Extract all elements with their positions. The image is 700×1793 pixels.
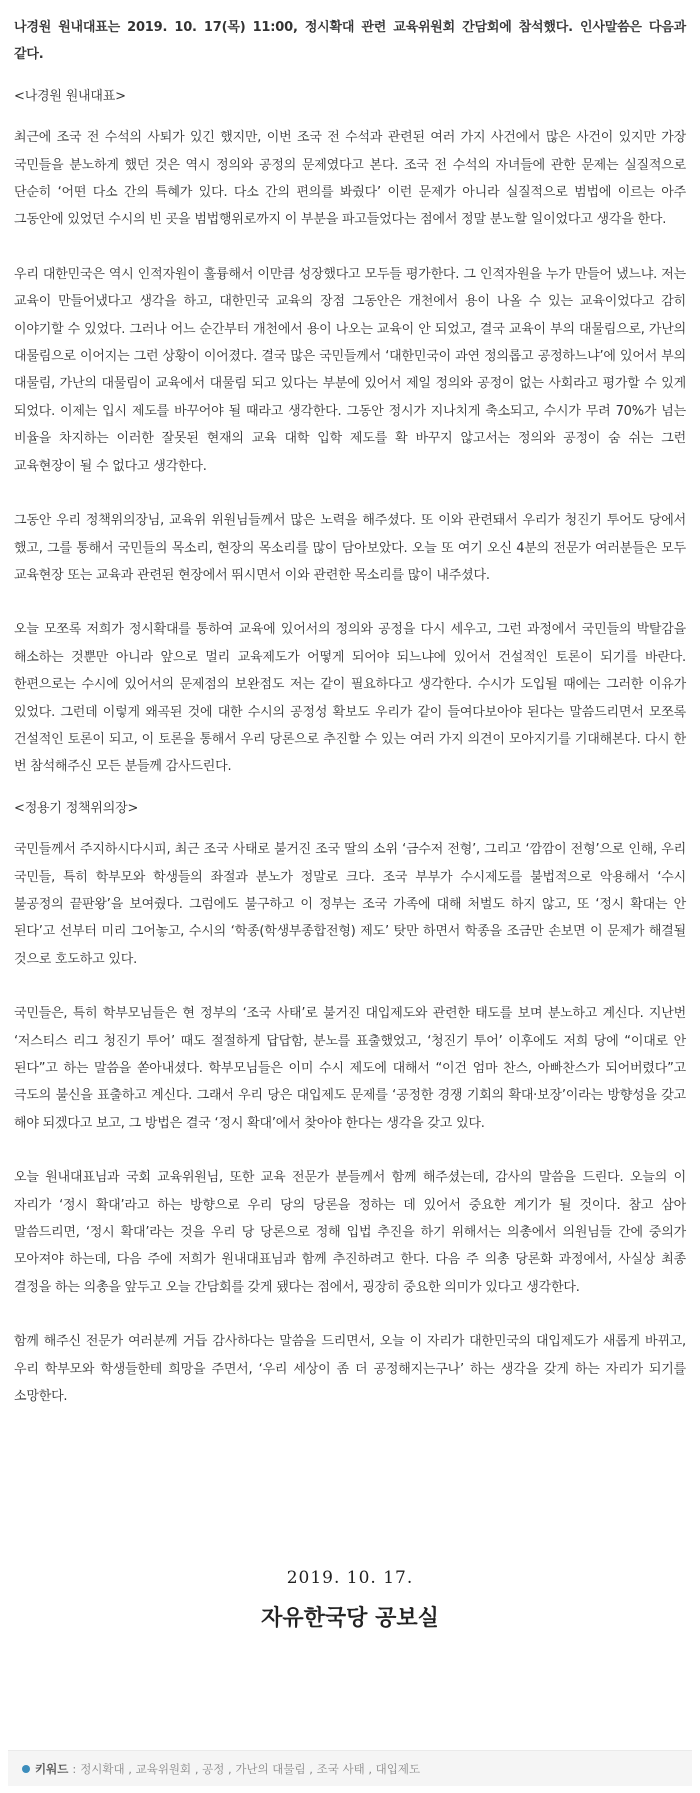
paragraph: 국민들은, 특히 학부모님들은 현 정부의 ‘조국 사태’로 불거진 대입제도와 관련한 태도를 보며 분노하고 계신다. 지난번 ‘저스티스 리그 청진기 투어’ 때도 절절하게 답답함, 분노를 표출했었고, ‘청진기 투어’ 이후에도 저희 당에 “이대로 안 된다”고 하는 말씀을 쏟아내셨다. 학부모님들은 이미 수시 제도에 대해서 “이건 엄마 찬스, 아빠찬스가 되어버렸다”고 극도의 불신을 표출하고 계신다. 그래서 우리 당은 대입제도 문제를 ‘공정한 경쟁 기회의 확대·보장’이라는 방향성을 갖고 해야 되겠다고 보고, 그 방법은 결국 ‘정시 확대’에서 찾아야 한다는 생각을 갖고 있다. <box>14 1006 686 1131</box>
keywords-separator: : <box>72 1761 77 1776</box>
section-heading-policy-chief: <정용기 정책위의장> <box>14 800 139 816</box>
paragraph: 오늘 원내대표님과 국회 교육위원님, 또한 교육 전문가 분들께서 함께 해주셨는데, 감사의 말씀을 드린다. 오늘의 이 자리가 ‘정시 확대’라고 하는 방향으로 우리 당의 당론을 정하는 데 있어서 중요한 계기가 될 것이다. 참고 삼아 말씀드리면, ‘정시 확대’라는 것을 우리 당 당론으로 정해 입법 추진을 하기 위해서는 의총에서 의원님들 간에 중의가 모아져야 하는데, 다음 주에 저희가 원내대표님과 함께 추진하려고 한다. 다음 주 의총 당론화 과정에서, 사실상 최종 결정을 하는 의총을 앞두고 오늘 간담회를 갖게 됐다는 점에서, 굉장히 중요한 의미가 있다고 생각한다. <box>14 1170 686 1295</box>
keywords-label: 키워드 <box>35 1761 69 1776</box>
bullet-dot-icon <box>22 1765 30 1773</box>
article-body <box>14 14 686 1410</box>
keyword-link[interactable]: , 조국 사태 <box>309 1762 364 1776</box>
section-heading-floor-leader: <나경원 원내대표> <box>14 88 126 104</box>
paragraph: 오늘 모쪼록 저희가 정시확대를 통하여 교육에 있어서의 정의와 공정을 다시 세우고, 그런 과정에서 국민들의 박탈감을 해소하는 것뿐만 아니라 앞으로 멀리 교육제도가 어떻게 되어야 되느냐에 있어서 건설적인 토론이 되기를 바란다. 한편으로는 수시에 있어서의 문제점의 보완점도 저는 같이 필요하다고 생각한다. 수시가 도입될 때에는 그러한 이유가 있었다. 그런데 이렇게 왜곡된 것에 대한 수시의 공정성 확보도 우리가 같이 들여다보아야 된다는 말씀드리면서 모쪼록 건설적인 토론이 되고, 이 토론을 통해서 우리 당론으로 추진할 수 있는 여러 가지 의견이 모아지기를 기대해본다. 다시 한 번 참석해주신 모든 분들께 감사드린다. <box>14 622 686 775</box>
keyword-link[interactable]: , 대입제도 <box>368 1762 420 1776</box>
release-date: 2019. 10. 17. <box>286 1568 414 1588</box>
intro-paragraph: 나경원 원내대표는 2019. 10. 17(목) 11:00, 정시확대 관련 교육위원회 간담회에 참석했다. 인사말씀은 다음과 같다. <box>14 20 686 63</box>
keyword-link[interactable]: , 교육위원회 <box>128 1762 191 1776</box>
paragraph: 국민들께서 주지하시다시피, 최근 조국 사태로 불거진 조국 딸의 소위 ‘금수저 전형’, 그리고 ‘깜깜이 전형’으로 인해, 우리 국민들, 특히 학부모와 학생들의 좌절과 분노가 정말로 크다. 조국 부부가 수시제도를 불법적으로 악용해서 ‘수시 불공정의 끝판왕’을 보여줬다. 그럼에도 불구하고 이 정부는 조국 가족에 대해 처벌도 하지 않고, 또 ‘정시 확대는 안 된다’고 선부터 미리 그어놓고, 수시의 ‘학종(학생부종합전형) 제도’ 탓만 하면서 학종을 조금만 손보면 이 문제가 해결될 것으로 호도하고 있다. <box>14 842 686 967</box>
keyword-link[interactable]: , 가난의 대물림 <box>228 1762 306 1776</box>
paragraph: 그동안 우리 정책위의장님, 교육위 위원님들께서 많은 노력을 해주셨다. 또 이와 관련돼서 우리가 청진기 투어도 당에서 했고, 그를 통해서 국민들의 목소리, 현장의 목소리를 많이 담아보았다. 오늘 또 여기 오신 4분의 전문가 여러분들은 모두 교육현장 또는 교육과 관련된 현장에서 뛰시면서 이와 관련한 목소리를 많이 내주셨다. <box>14 513 686 583</box>
keyword-list <box>80 1761 420 1777</box>
keywords-bar <box>8 1750 692 1786</box>
paragraph: 함께 해주신 전문가 여러분께 거듭 감사하다는 말씀을 드리면서, 오늘 이 자리가 대한민국의 대입제도가 새롭게 바뀌고, 우리 학부모와 학생들한테 희망을 주면서, ‘우리 세상이 좀 더 공정해지는구나’ 하는 생각을 갖게 하는 자리가 되기를 소망한다. <box>14 1334 686 1405</box>
keyword-link[interactable]: , 공정 <box>195 1762 225 1776</box>
paragraph: 우리 대한민국은 역시 인적자원이 훌륭해서 이만큼 성장했다고 모두들 평가한다. 그 인적자원을 누가 만들어 냈느냐. 저는 교육이 만들어냈다고 생각을 하고, 대한민국 교육의 장점 그동안은 개천에서 용이 나올 수 있는 교육이었다고 감히 이야기할 수 있었다. 그러나 어느 순간부터 개천에서 용이 나오는 교육이 안 되었고, 결국 교육이 부의 대물림으로, 가난의 대물림으로 이어지는 그런 상황이 이어졌다. 결국 많은 국민들께서 ‘대한민국이 과연 정의롭고 공정하느냐’에 있어서 부의 대물림, 가난의 대물림이 교육에서 대물림 되고 있다는 부분에 있어서 제일 정의와 공정이 없는 사회라고 평가할 수 있게 되었다. 이제는 입시 제도를 바꾸어야 될 때라고 생각한다. 그동안 정시가 지나치게 축소되고, 수시가 무려 70%가 넘는 비율을 차지하는 이러한 잘못된 현재의 교육 대학 입학 제도를 확 바꾸지 않고서는 정의와 공정이 숨 쉬는 그런 교육현장이 될 수 없다고 생각한다. <box>14 266 686 474</box>
issuing-office: 자유한국당 공보실 <box>261 1606 439 1631</box>
keyword-link[interactable]: 정시확대 <box>80 1761 125 1776</box>
paragraph: 최근에 조국 전 수석의 사퇴가 있긴 했지만, 이번 조국 전 수석과 관련된 여러 가지 사건에서 많은 사건이 있지만 가장 국민들을 분노하게 했던 것은 역시 정의와 공정의 문제였다고 본다. 조국 전 수석의 자녀들에 관한 문제는 실질적으로 단순히 ‘어떤 다소 간의 특혜가 있다. 다소 간의 편의를 봐줬다’ 이런 문제가 아니라 실질적으로 범법에 이르는 아주 그동안에 있었던 수시의 빈 곳을 범법행위로까지 이 부분을 파고들었다는 점에서 정말 분노할 일이었다고 생각을 한다. <box>14 130 686 228</box>
